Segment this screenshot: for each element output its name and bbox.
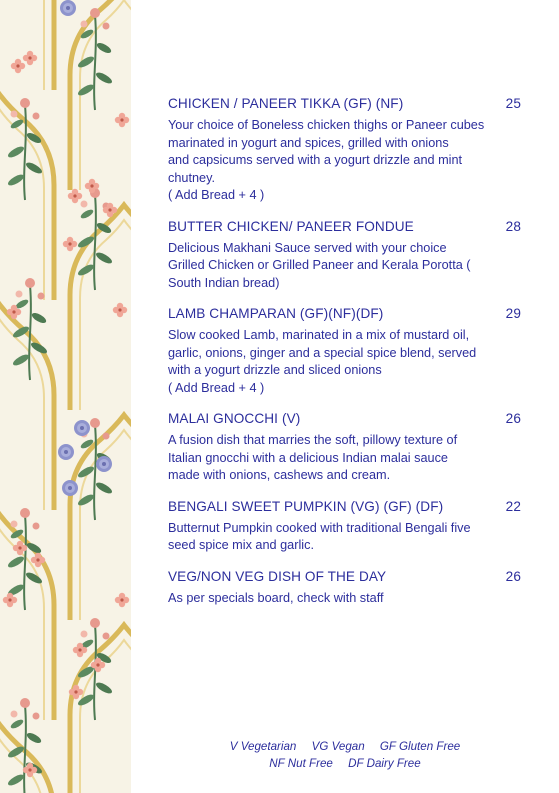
description-line: Slow cooked Lamb, marinated in a mix of mustard oil, (168, 328, 470, 342)
description-line: Butternut Pumpkin cooked with traditional Bengali five (168, 520, 471, 535)
menu-item-price: 26 (505, 411, 521, 426)
menu-item-price: 25 (505, 96, 521, 111)
legend-nut-free: NF Nut Free (269, 757, 333, 770)
description-line: chutney. (168, 170, 216, 185)
menu-item-header (168, 95, 522, 113)
menu-item-header (168, 498, 522, 516)
menu-item-title: MALAI GNOCCHI (V) (168, 411, 301, 426)
menu-item (168, 305, 522, 397)
menu-item-title: VEG/NON VEG DISH OF THE DAY (168, 568, 387, 584)
menu-item-title: BUTTER CHICKEN/ PANEER FONDUE (168, 218, 414, 234)
description-line: As per specials board, check with staff (168, 590, 384, 605)
description-line: Your choice of Boneless chicken thighs or Paneer cubes (168, 118, 485, 132)
legend-line (168, 755, 522, 772)
dietary-legend (168, 738, 522, 772)
description-line: Delicious Makhani Sauce served with your choice (168, 240, 447, 255)
menu-item-description (168, 240, 522, 293)
legend-dairy-free: DF Dairy Free (348, 757, 421, 770)
description-line: Grilled Chicken or Grilled Paneer and Kerala Porotta ( (168, 258, 471, 272)
description-line: made with onions, cashews and cream. (168, 468, 391, 482)
menu-item-title: LAMB CHAMPARAN (GF)(NF)(DF) (168, 306, 384, 321)
menu-item (168, 498, 522, 555)
menu-item (168, 410, 522, 485)
menu-item-title: BENGALI SWEET PUMPKIN (VG) (GF) (DF) (168, 498, 444, 514)
menu-list (168, 95, 522, 620)
menu-item-header (168, 568, 522, 586)
description-line: and capsicums served with a yogurt drizzle and mint (168, 153, 463, 167)
legend-vegetarian: V Vegetarian (229, 740, 297, 753)
description-line: South Indian bread) (168, 275, 280, 290)
menu-item-header (168, 410, 522, 428)
legend-line (168, 738, 522, 755)
menu-item-description (168, 327, 522, 397)
menu-item-title: CHICKEN / PANEER TIKKA (GF) (NF) (168, 96, 404, 111)
menu-item (168, 568, 522, 608)
description-line: seed spice mix and garlic. (168, 538, 314, 552)
menu-item-header (168, 305, 522, 323)
legend-gluten-free: GF Gluten Free (379, 740, 461, 753)
menu-item-price: 29 (505, 306, 521, 321)
description-line: marinated in yogurt and spices, grilled with onions (168, 135, 449, 150)
menu-item-header (168, 218, 522, 236)
floral-arch-pattern-icon (0, 0, 131, 793)
menu-item-description (168, 590, 522, 608)
legend-vegan: VG Vegan (311, 740, 365, 753)
menu-item-description (168, 117, 522, 205)
description-line: with a yogurt drizzle and sliced onions (168, 363, 382, 377)
menu-item-description (168, 520, 522, 555)
description-line: A fusion dish that marries the soft, pillowy texture of (168, 433, 458, 447)
menu-item (168, 95, 522, 205)
description-line: Italian gnocchi with a delicious Indian malai sauce (168, 450, 448, 465)
description-line: ( Add Bread + 4 ) (168, 380, 265, 395)
description-line: ( Add Bread + 4 ) (168, 188, 265, 202)
description-line: garlic, onions, ginger and a special spice blend, served (168, 345, 477, 360)
menu-item-price: 22 (505, 498, 521, 514)
floral-border (0, 0, 131, 793)
menu-item (168, 218, 522, 293)
menu-item-price: 26 (505, 568, 521, 584)
menu-item-price: 28 (505, 218, 521, 234)
menu-item-description (168, 432, 522, 485)
